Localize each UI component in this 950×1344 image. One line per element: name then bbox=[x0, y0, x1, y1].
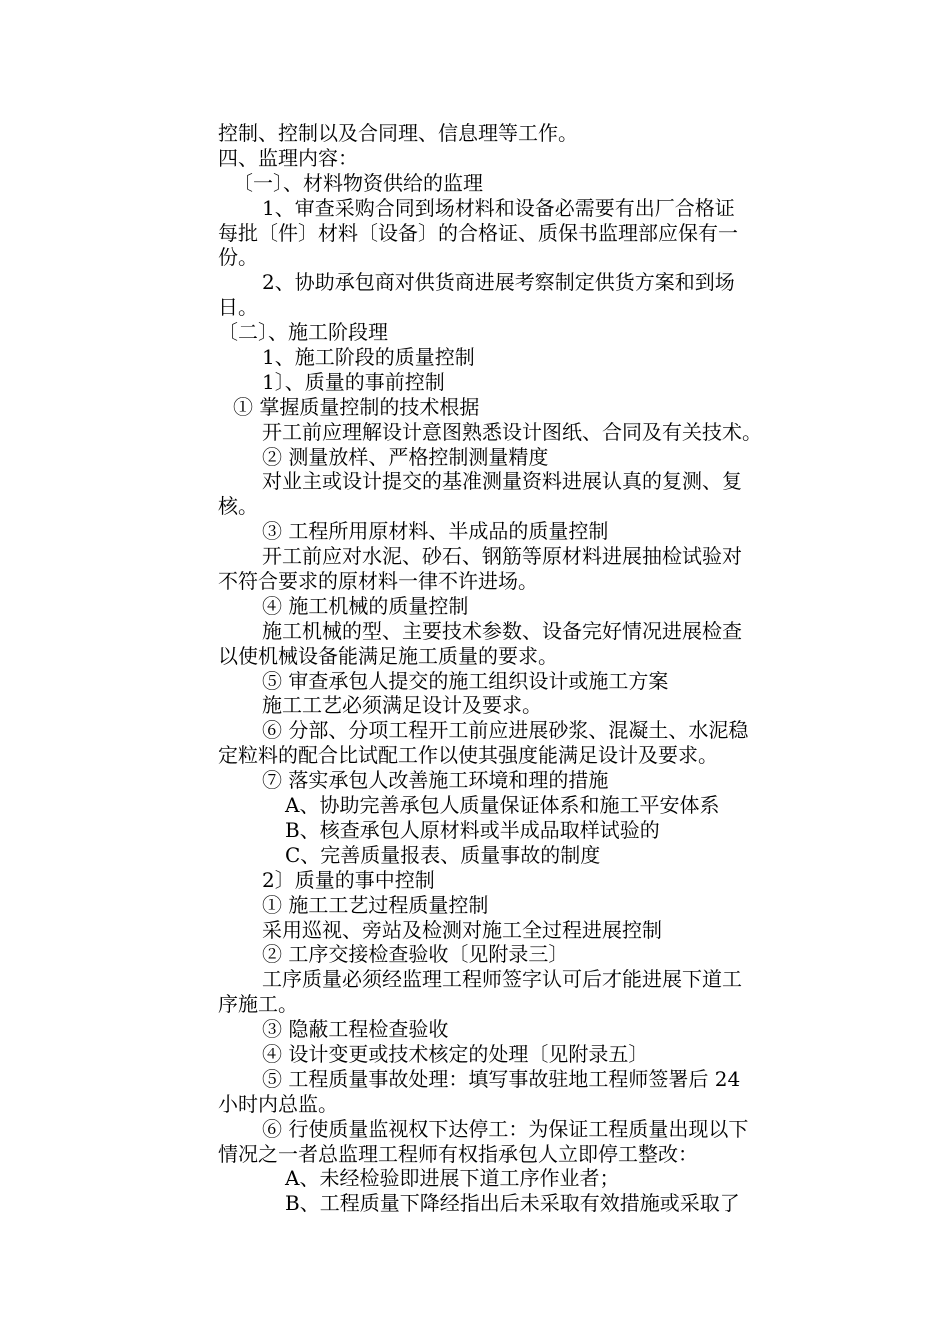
text-line: ⑥ 分部、分项工程开工前应进展砂浆、混凝土、水泥稳 bbox=[262, 718, 749, 743]
text-line: 不符合要求的原材料一律不许进场。 bbox=[218, 569, 538, 594]
text-line: 1、审查采购合同到场材料和设备必需要有出厂合格证 bbox=[262, 195, 735, 220]
text-line: ⑤ 审查承包人提交的施工组织设计或施工方案 bbox=[262, 668, 669, 693]
text-line: 控制、控制以及合同理、信息理等工作。 bbox=[218, 121, 578, 145]
text-line: 小时内总监。 bbox=[218, 1091, 338, 1116]
text-line: 工序质量必须经监理工程师签字认可后才能进展下道工 bbox=[262, 967, 742, 992]
text-line: B、工程质量下降经指出后未采取有效措施或采取了 bbox=[285, 1191, 740, 1216]
text-line: ① 施工工艺过程质量控制 bbox=[262, 892, 489, 917]
text-line: 日。 bbox=[218, 295, 258, 320]
text-line: ⑥ 行使质量监视权下达停工：为保证工程质量出现以下 bbox=[262, 1116, 749, 1141]
text-line: 2〕质量的事中控制 bbox=[262, 867, 435, 892]
text-line: 以使机械设备能满足施工质量的要求。 bbox=[218, 643, 558, 668]
text-line: 采用巡视、旁站及检测对施工全过程进展控制 bbox=[262, 917, 662, 942]
text-line: B、核查承包人原材料或半成品取样试验的 bbox=[285, 817, 660, 842]
document-body bbox=[218, 121, 810, 1216]
text-line: ① 掌握质量控制的技术根据 bbox=[233, 394, 480, 419]
text-line: 施工工艺必须满足设计及要求。 bbox=[262, 693, 542, 718]
text-line: 1、施工阶段的质量控制 bbox=[262, 345, 475, 370]
text-line: C、完善质量报表、质量事故的制度 bbox=[285, 842, 601, 867]
text-line: ⑦ 落实承包人改善施工环境和理的措施 bbox=[262, 768, 609, 793]
text-line: 1〕、质量的事前控制 bbox=[262, 369, 445, 394]
text-line: 开工前应理解设计意图熟悉设计图纸、合同及有关技术。 bbox=[262, 419, 762, 444]
text-line: ④ 设计变更或技术核定的处理〔见附录五〕 bbox=[262, 1041, 649, 1066]
text-line: A、协助完善承包人质量保证体系和施工平安体系 bbox=[285, 793, 720, 818]
text-line: 定粒料的配合比试配工作以使其强度能满足设计及要求。 bbox=[218, 743, 718, 768]
text-line: ④ 施工机械的质量控制 bbox=[262, 593, 469, 618]
text-line: 每批〔件〕材料〔设备〕的合格证、质保书监理部应保有一 bbox=[218, 220, 738, 245]
subsection-heading: 〔一〕、材料物资供给的监理 bbox=[233, 170, 483, 195]
section-heading: 四、监理内容： bbox=[218, 145, 358, 170]
text-line: 份。 bbox=[218, 245, 258, 270]
text-line: ③ 隐蔽工程检查验收 bbox=[262, 1017, 449, 1042]
text-line: ③ 工程所用原材料、半成品的质量控制 bbox=[262, 519, 609, 544]
text-line: ② 工序交接检查验收〔见附录三〕 bbox=[262, 942, 569, 967]
text-line: 核。 bbox=[218, 494, 258, 519]
text-line: 施工机械的型、主要技术参数、设备完好情况进展检查 bbox=[262, 618, 742, 643]
subsection-heading: 〔二〕、施工阶段理 bbox=[218, 320, 388, 345]
text-line: 2、协助承包商对供货商进展考察制定供货方案和到场 bbox=[262, 270, 735, 295]
text-line: A、未经检验即进展下道工序作业者； bbox=[285, 1166, 620, 1191]
text-line: ② 测量放样、严格控制测量精度 bbox=[262, 444, 549, 469]
text-line: 对业主或设计提交的基准测量资料进展认真的复测、复 bbox=[262, 469, 742, 494]
text-line: 开工前应对水泥、砂石、钢筋等原材料进展抽检试验对 bbox=[262, 544, 742, 569]
text-line: 情况之一者总监理工程师有权指承包人立即停工整改： bbox=[218, 1141, 698, 1166]
text-line: 序施工。 bbox=[218, 992, 298, 1017]
text-line: ⑤ 工程质量事故处理：填写事故驻地工程师签署后 24 bbox=[262, 1066, 741, 1091]
